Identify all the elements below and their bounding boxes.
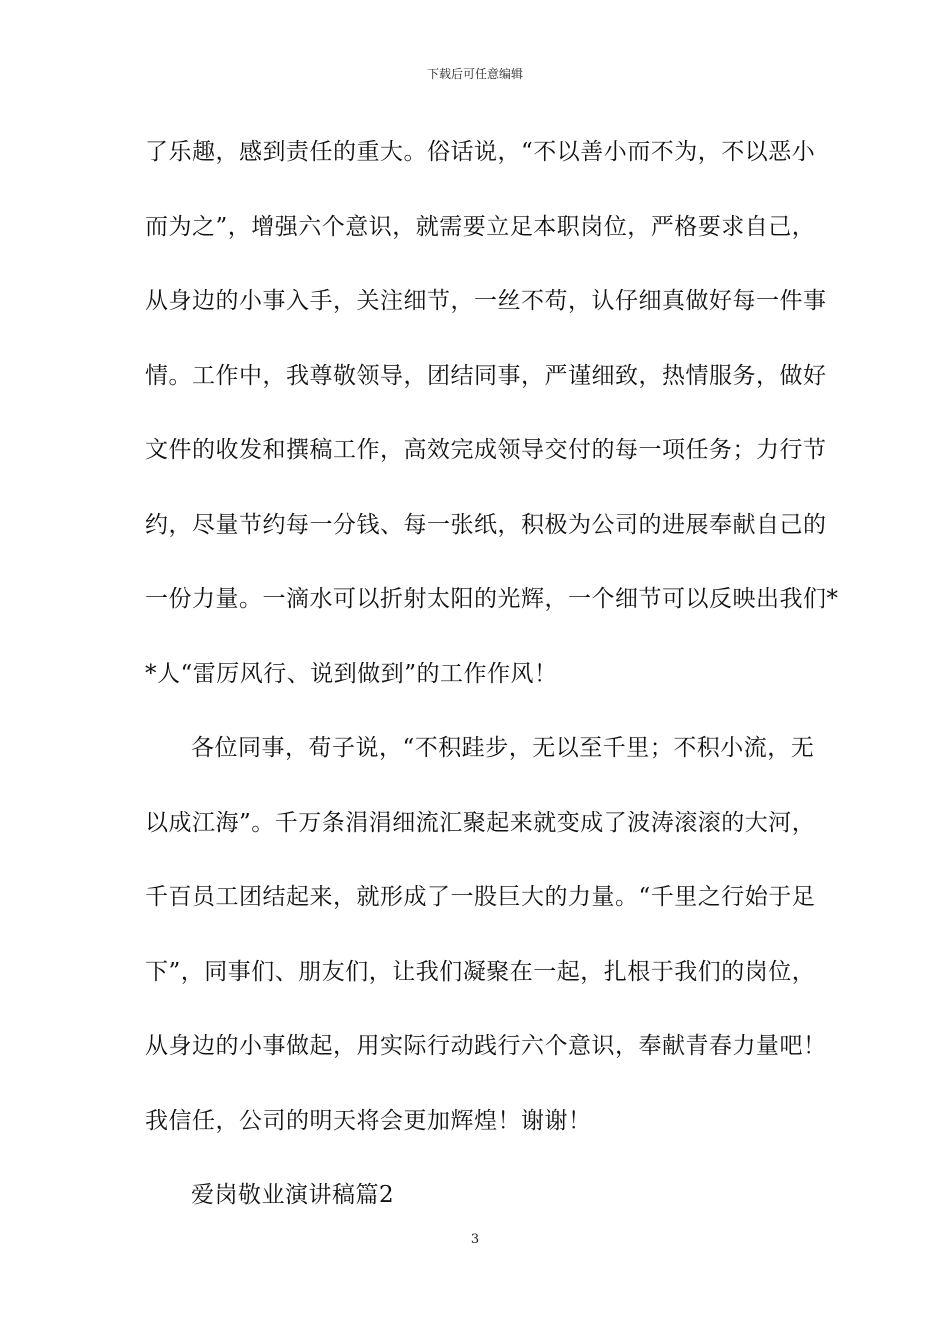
section-title: 爱岗敬业演讲稿篇2 [191, 1182, 395, 1208]
text-line: 情。工作中，我尊敬领导，团结同事，严谨细致，热情服务，做好 [145, 362, 827, 389]
text-line: 下”，同事们、朋友们，让我们凝聚在一起，扎根于我们的岗位， [145, 958, 816, 985]
paragraph-1 [145, 128, 839, 724]
text-line: 从身边的小事做起，用实际行动践行六个意识，奉献青春力量吧！ [145, 1033, 827, 1059]
text-line: 文件的收发和撰稿工作，高效完成领导交付的每一项任务；力行节 [145, 437, 827, 463]
page-header: 下载后可任意编辑 [426, 67, 523, 81]
text-line: 以成江海”。千万条涓涓细流汇聚起来就变成了波涛滚滚的大河， [145, 809, 816, 836]
paragraph-2 [145, 724, 827, 1171]
document-body [145, 128, 839, 1246]
text-line: 千百员工团结起来，就形成了一股巨大的力量。“千里之行始于足 [145, 884, 816, 910]
text-line: 我信任，公司的明天将会更加辉煌！谢谢！ [145, 1107, 592, 1134]
text-line: 从身边的小事入手，关注细节，一丝不苟，认仔细真做好每一件事 [145, 288, 827, 314]
text-line: 各位同事，荀子说，“不积跬步，无以至千里；不积小流，无 [191, 735, 815, 761]
page-number: 3 [470, 1232, 480, 1247]
text-line: *人“雷厉风行、说到做到”的工作作风！ [145, 660, 558, 687]
text-line: 约，尽量节约每一分钱、每一张纸，积极为公司的进展奉献自己的 [145, 511, 827, 538]
text-line: 一份力量。一滴水可以折射太阳的光辉，一个细节可以反映出我们* [145, 586, 839, 612]
text-line: 而为之”，增强六个意识，就需要立足本职岗位，严格要求自己， [145, 213, 816, 240]
text-line: 了乐趣，感到责任的重大。俗话说，“不以善小而不为，不以恶小 [145, 139, 816, 165]
